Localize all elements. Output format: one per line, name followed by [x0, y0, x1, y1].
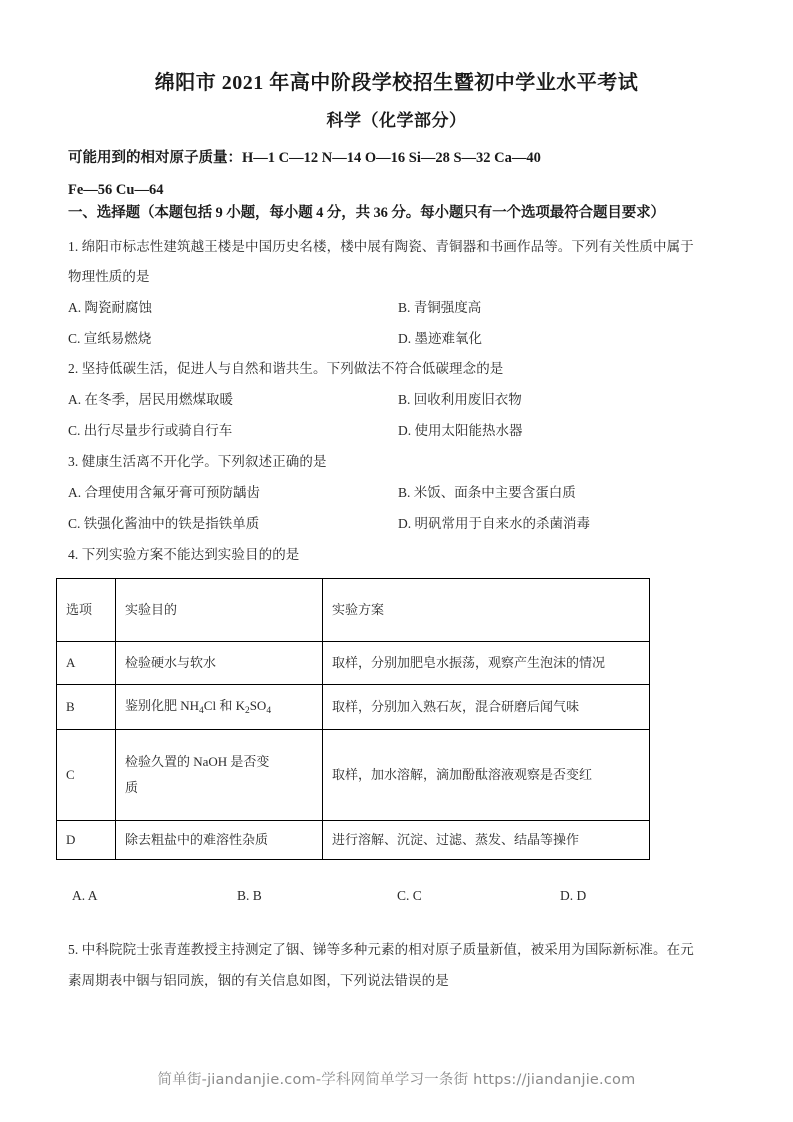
table-cell-option-c: C: [57, 730, 116, 821]
question-5-stem-line-2: 素周期表中铟与铝同族，铟的有关信息如图，下列说法错误的是: [68, 973, 449, 988]
table-cell-plan-d: 进行溶解、沉淀、过滤、蒸发、结晶等操作: [323, 821, 650, 860]
table-cell-option-d: D: [57, 821, 116, 860]
question-4-option-d[interactable]: D. D: [560, 888, 587, 903]
table-header-plan: 实验方案: [323, 579, 650, 642]
question-3-option-a[interactable]: A. 合理使用含氟牙膏可预防龋齿: [68, 485, 260, 500]
question-2-option-b[interactable]: B. 回收利用废旧衣物: [398, 392, 522, 407]
table-row: [57, 730, 650, 821]
formula-prefix: 鉴别化肥 NH: [125, 698, 200, 713]
formula-mid: Cl 和 K: [203, 698, 245, 713]
table-cell-aim-a: 检验硬水与软水: [116, 642, 323, 685]
formula-sub-2: 2: [244, 706, 250, 716]
table-cell-plan-a: 取样，分别加肥皂水振荡，观察产生泡沫的情况: [323, 642, 650, 685]
table-cell-aim-d: 除去粗盐中的难溶性杂质: [116, 821, 323, 860]
question-2-option-a[interactable]: A. 在冬季，居民用燃煤取暖: [68, 392, 233, 407]
formula-sub-3: 4: [266, 706, 272, 716]
question-1-stem-line-1: 1. 绵阳市标志性建筑越王楼是中国历史名楼，楼中展有陶瓷、青铜器和书画作品等。下列有关性质中属于: [68, 239, 694, 254]
experiment-plan-table: [56, 578, 650, 860]
relative-atomic-mass-block: [68, 144, 748, 204]
question-1-option-c[interactable]: C. 宣纸易燃烧: [68, 331, 152, 346]
table-header-row: [57, 579, 650, 642]
table-cell-aim-b: [116, 685, 323, 730]
footer-watermark: 简单街-jiandanjie.com-学科网简单学习一条街 https://jiandanjie.com: [157, 1072, 636, 1088]
question-3-options-row-1: [68, 478, 744, 508]
table-row: [57, 642, 650, 685]
question-4-option-b[interactable]: B. B: [237, 888, 262, 903]
question-1-options-row-2: [68, 324, 744, 354]
table-row: [57, 821, 650, 860]
table-cell-option-a: A: [57, 642, 116, 685]
question-2-options-row-2: [68, 416, 744, 446]
question-3-option-d[interactable]: D. 明矾常用于自来水的杀菌消毒: [398, 516, 590, 531]
section-heading-multiple-choice: 一、选择题（本题包括 9 小题，每小题 4 分，共 36 分。每小题只有一个选项最符合题目要求）: [68, 205, 665, 221]
atomic-mass-label: 可能用到的相对原子质量：: [68, 150, 242, 166]
formula-mid-2: SO: [249, 698, 267, 713]
table-row: [57, 685, 650, 730]
question-2-option-c[interactable]: C. 出行尽量步行或骑自行车: [68, 423, 233, 438]
question-3-options-row-2: [68, 509, 744, 539]
atomic-mass-line-1: [68, 144, 748, 172]
question-3-stem-line-1: 3. 健康生活离不开化学。下列叙述正确的是: [68, 454, 327, 469]
table-cell-aim-c: [116, 730, 323, 821]
table-cell-plan-c: 取样，加水溶解，滴加酚酞溶液观察是否变红: [323, 730, 650, 821]
question-5-stem-line-1: 5. 中科院院士张青莲教授主持测定了铟、锑等多种元素的相对原子质量新值，被采用为国际新标准。在元: [68, 942, 694, 957]
question-4-option-c[interactable]: C. C: [397, 888, 422, 903]
question-1-option-a[interactable]: A. 陶瓷耐腐蚀: [68, 300, 152, 315]
question-2-options-row-1: [68, 385, 744, 415]
question-4-stem-line-1: 4. 下列实验方案不能达到实验目的的是: [68, 547, 300, 562]
question-1-option-b[interactable]: B. 青铜强度高: [398, 300, 482, 315]
atomic-mass-line-2: Fe—56 Cu—64: [68, 182, 164, 198]
atomic-mass-values-1: H—1 C—12 N—14 O—16 Si—28 S—32 Ca—40: [242, 150, 541, 166]
question-2-stem-line-1: 2. 坚持低碳生活，促进人与自然和谐共生。下列做法不符合低碳理念的是: [68, 361, 504, 376]
table-cell-aim-c-line-1: 检验久置的 NaOH 是否变: [125, 754, 270, 769]
table-cell-option-b: B: [57, 685, 116, 730]
table-cell-plan-b: 取样，分别加入熟石灰，混合研磨后闻气味: [323, 685, 650, 730]
question-1-options-row-1: [68, 293, 744, 323]
question-4-answer-choices: [68, 884, 744, 908]
table-header-option: 选项: [57, 579, 116, 642]
question-1-option-d[interactable]: D. 墨迹难氧化: [398, 331, 482, 346]
table-cell-aim-c-line-2: 质: [125, 780, 139, 795]
question-2-option-d[interactable]: D. 使用太阳能热水器: [398, 423, 523, 438]
question-4-option-a[interactable]: A. A: [72, 888, 98, 903]
question-1-stem-line-2: 物理性质的是: [68, 269, 150, 284]
page-subtitle: 科学（化学部分）: [326, 111, 467, 130]
formula-sub-1: 4: [199, 706, 204, 716]
table-header-aim: 实验目的: [116, 579, 323, 642]
question-3-option-c[interactable]: C. 铁强化酱油中的铁是指铁单质: [68, 516, 260, 531]
question-3-option-b[interactable]: B. 米饭、面条中主要含蛋白质: [398, 485, 576, 500]
page-title: 绵阳市 2021 年高中阶段学校招生暨初中学业水平考试: [154, 72, 639, 94]
